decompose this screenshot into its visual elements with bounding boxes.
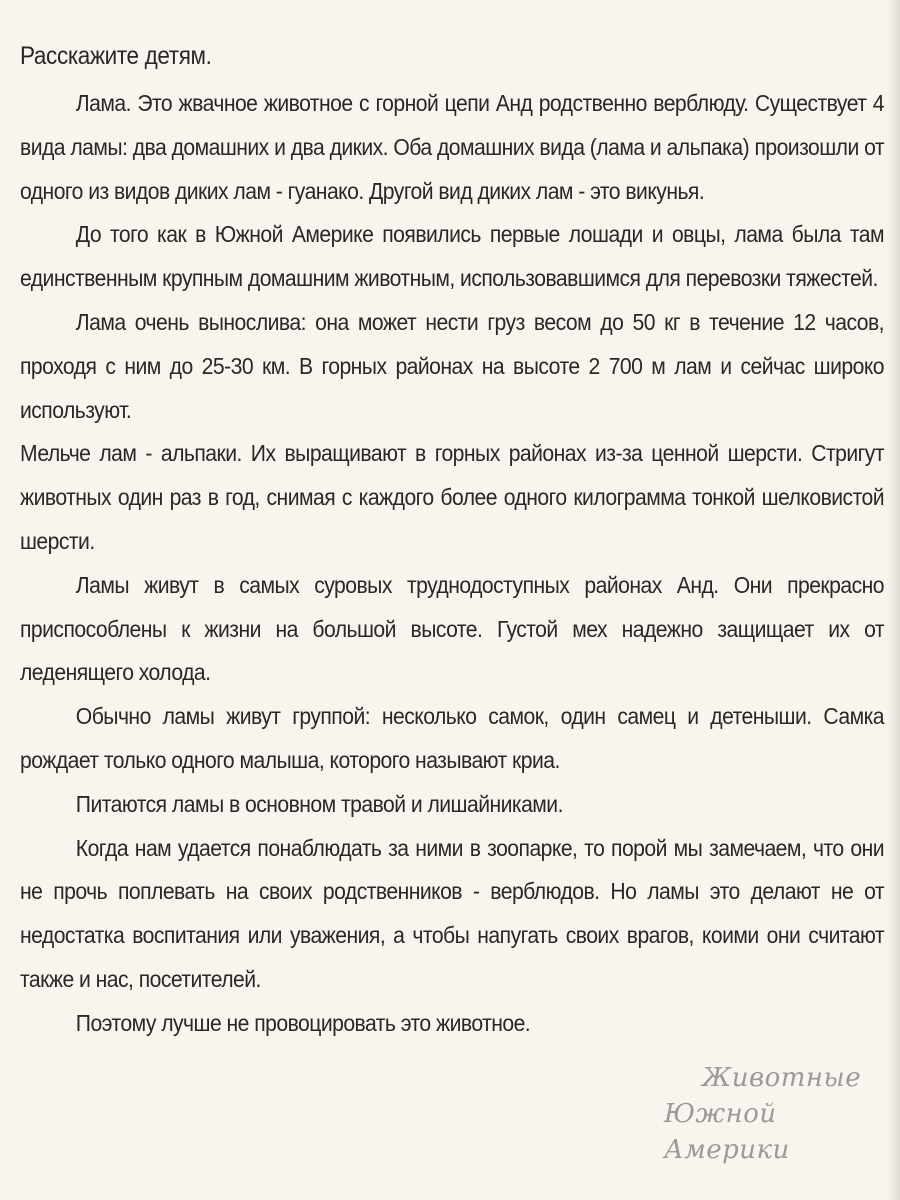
- paragraph-llama-endurance: Лама очень вынослива: она может нести груз весом до 50 кг в течение 12 часов, проходя с ним до 25-30 км. В горных районах на высоте 2 700 м лам и сейчас широко используют.: [20, 308, 885, 423]
- paragraph-conclusion: Поэтому лучше не провоцировать это животное.: [75, 1009, 531, 1036]
- paragraph-spitting: Когда нам удается понаблюдать за ними в зоопарке, то порой мы замечаем, что они не прочь поплевать на своих родственников - верблюдов. Но ламы это делают не от недостатка воспитания или уважения, а чтобы напугать своих врагов, коими они считают также и нас, посетителей.: [20, 834, 885, 992]
- paragraph-llama-transport: До того как в Южной Америке появились первые лошади и овцы, лама была там единственным крупным домашним животным, использовавшимся для перевозки тяжестей.: [20, 221, 885, 292]
- watermark-line-2: Южной Америки: [664, 1099, 790, 1165]
- document-title: Расскажите детям.: [20, 42, 212, 70]
- paragraph-llama-intro: Лама. Это жвачное животное с горной цепи Анд родственно верблюду. Существует 4 вида ламы: два домашних и два диких. Оба домашних вида (лама и альпака) произошли от одного из видов диких лам - гуанако. Другой вид диких лам - это викунья.: [20, 90, 885, 204]
- series-watermark: [660, 1060, 880, 1168]
- document-body: [20, 30, 884, 1046]
- paragraph-diet: Питаются ламы в основном травой и лишайниками.: [75, 790, 563, 817]
- paragraph-habitat: Ламы живут в самых суровых труднодоступных районах Анд. Они прекрасно приспособлены к жизни на большой высоте. Густой мех надежно защищает их от леденящего холода.: [20, 571, 885, 686]
- page-edge-shadow: [886, 0, 900, 1200]
- paragraph-alpaca: Мельче лам - альпаки. Их выращивают в горных районах из-за ценной шерсти. Стригут животных один раз в год, снимая с каждого более одного килограмма тонкой шелковистой шерсти.: [20, 440, 884, 554]
- watermark-line-1: Животные: [702, 1063, 862, 1093]
- paragraph-herd: Обычно ламы живут группой: несколько самок, один самец и детеныши. Самка рождает только одного малыша, которого называют криа.: [20, 703, 885, 773]
